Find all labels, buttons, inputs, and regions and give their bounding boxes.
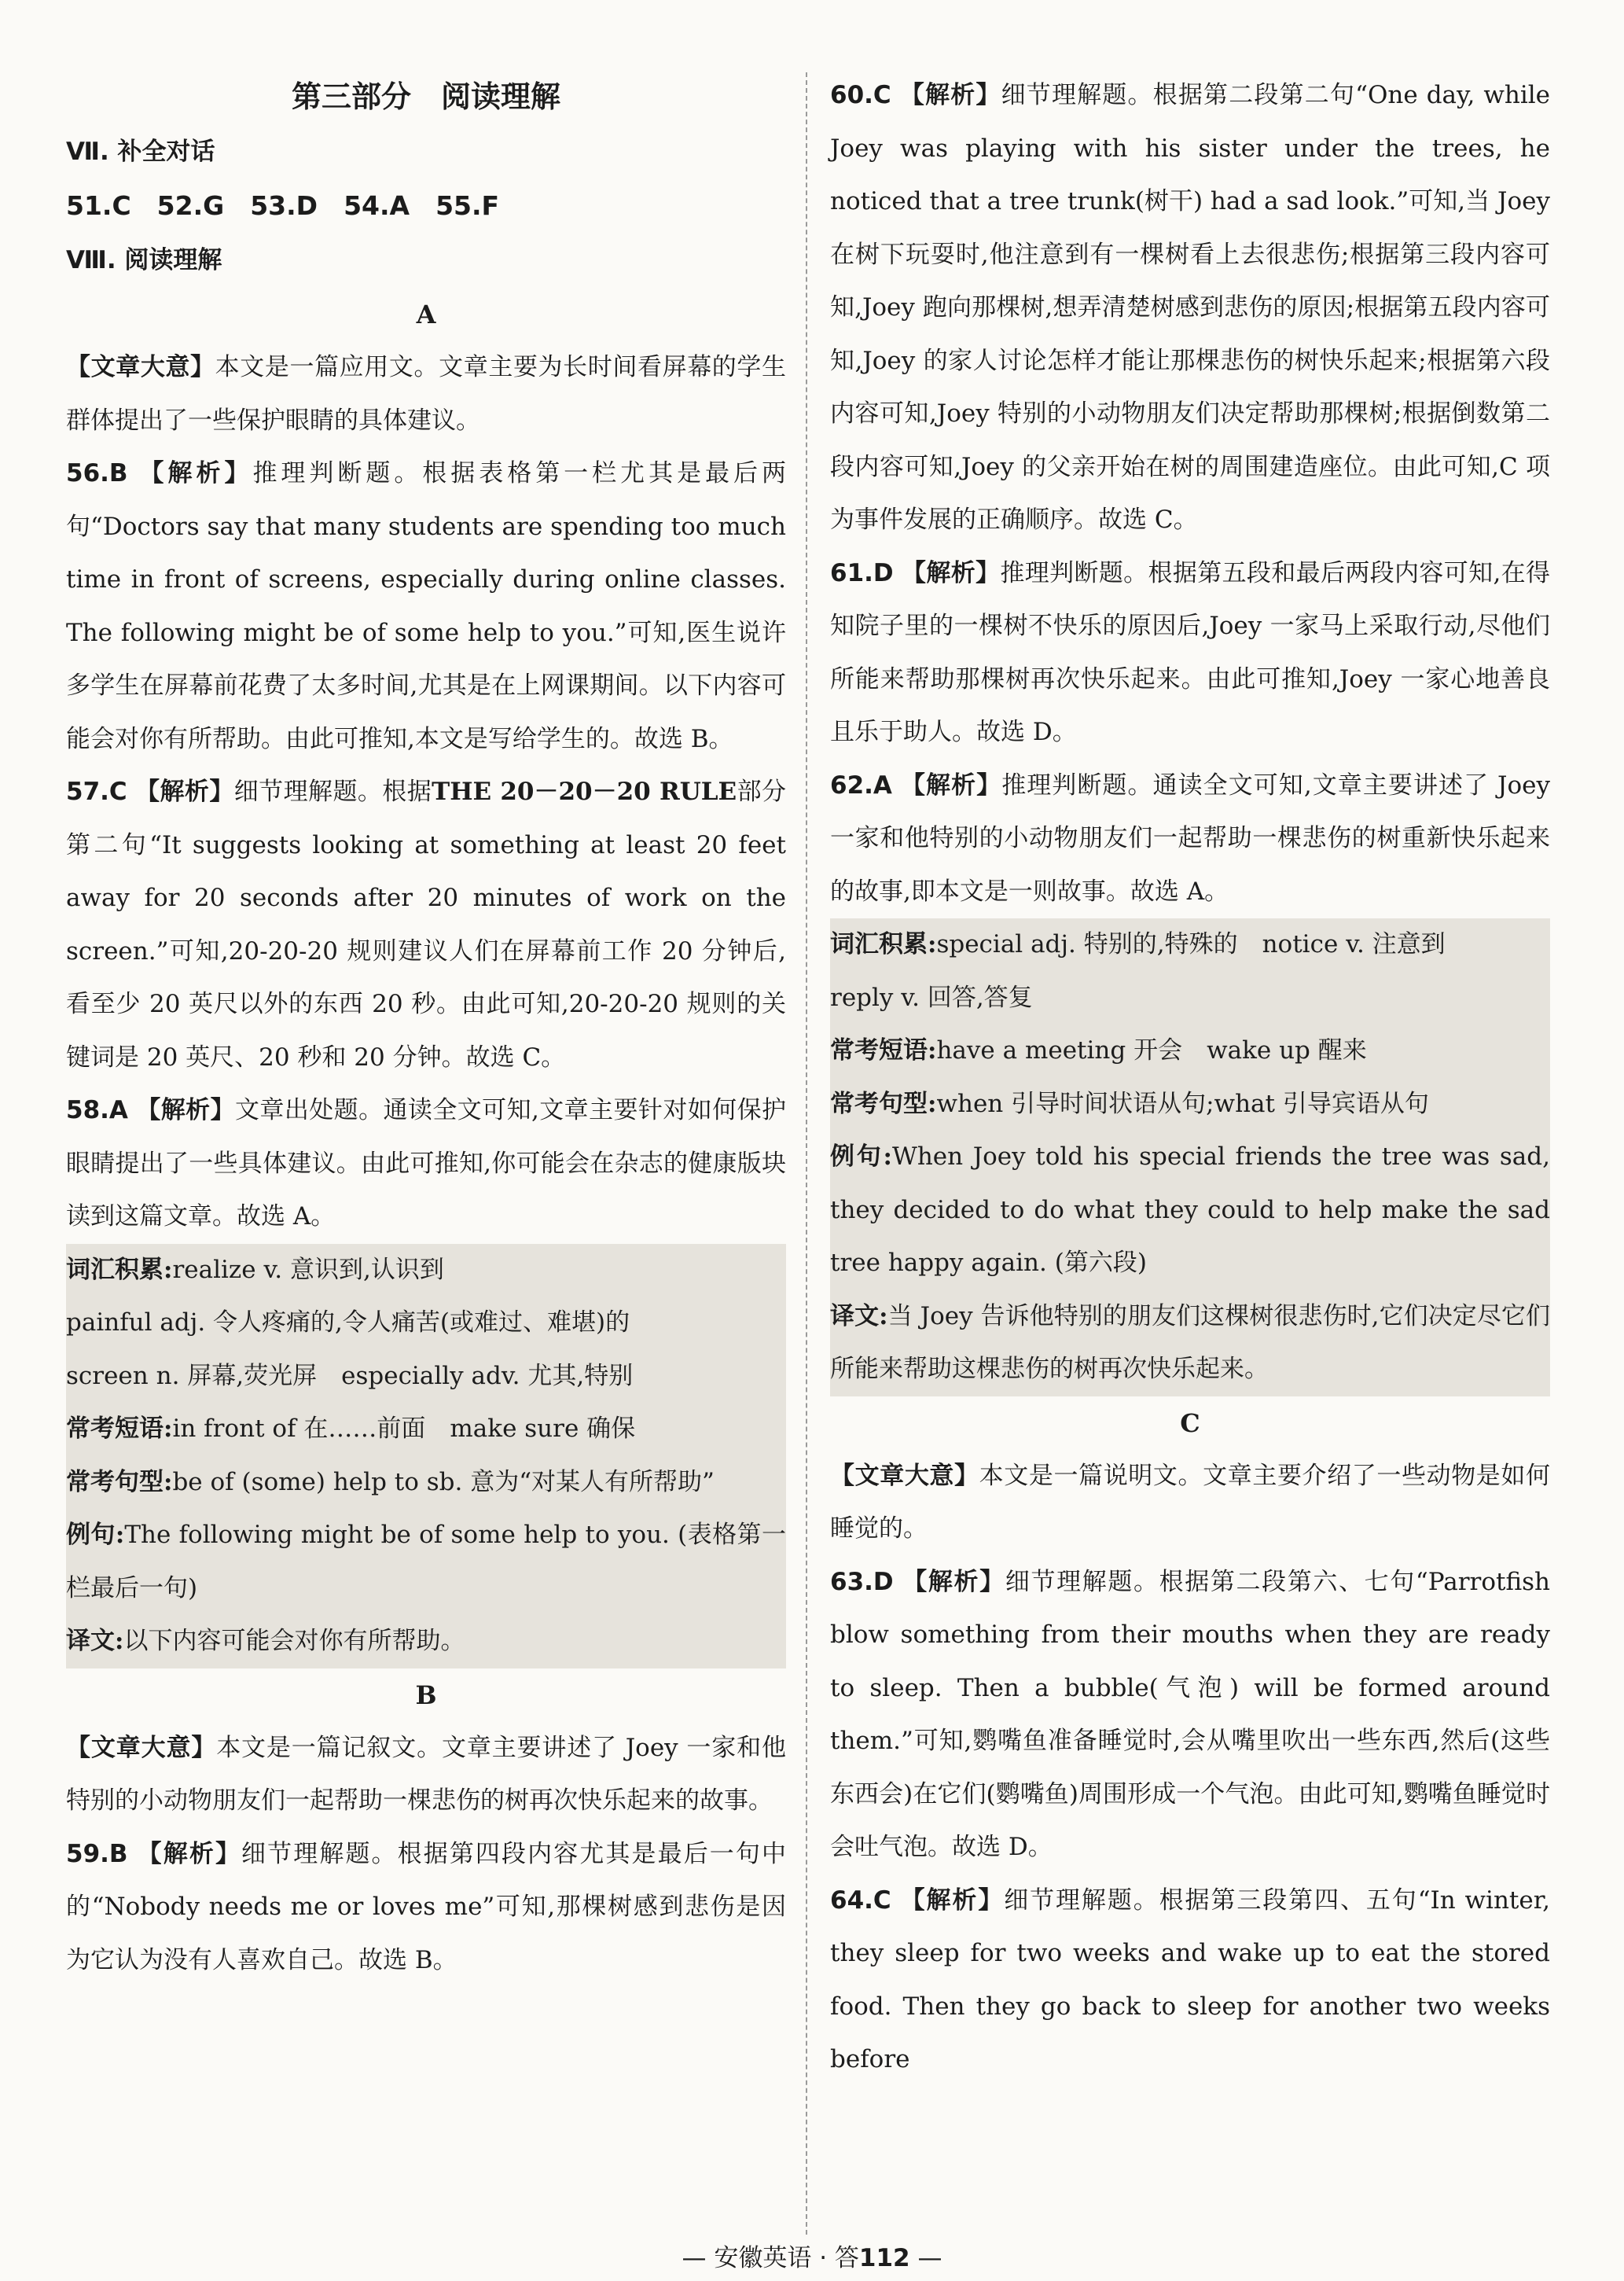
summary-tag: 【文章大意】 xyxy=(830,1461,979,1490)
phrase-line xyxy=(66,1403,786,1456)
summary-text: 本文是一篇应用文。文章主要为长时间看屏幕的学生群体提出了一些保护眼睛的具体建议。 xyxy=(66,353,787,435)
passage-b-heading: B xyxy=(415,1679,437,1710)
page-number: 112 xyxy=(858,2244,910,2272)
section-title-reading: Ⅷ. 阅读理解 xyxy=(66,246,222,274)
question-63 xyxy=(830,1556,1550,1874)
column-divider xyxy=(806,72,807,2235)
analysis-tag: 【解析】 xyxy=(135,1839,242,1868)
analysis-text: 文章出处题。通读全文可知,文章主要针对如何保护眼睛提出了一些具体建议。由此可推知,你可能会在杂志的健康版块读到这篇文章。故选 A。 xyxy=(66,1096,786,1231)
question-number: 58.A xyxy=(66,1096,128,1124)
passage-a-summary xyxy=(66,341,786,447)
translation-line xyxy=(66,1615,786,1668)
vocabulary-box-a xyxy=(66,1244,786,1668)
analysis-tag: 【解析】 xyxy=(899,771,1002,800)
question-number: 59.B xyxy=(66,1839,128,1868)
question-number: 64.C xyxy=(830,1886,891,1915)
analysis-text: 推理判断题。根据表格第一栏尤其是最后两句“Doctors say that many students are spending too much time in front of screens, especially during online classes. The following might be of some help to you.”可知,医生说许多学生在屏幕前花费了太多时间,尤其是在上网课期间。以下内容可能会对你有所帮助。由此可推知,本文是写给学生的。故选 B。 xyxy=(66,459,787,753)
analysis-text: 细节理解题。根据第二段第六、七句“Parrotfish blow something from their mouths when they are ready to sleep. Then a bubble(气泡) will be formed around them.”可知,鹦嘴鱼准备睡觉时,会从嘴里吹出一些东西,然后(这些东西会)在它们(鹦嘴鱼)周围形成一个气泡。由此可知,鹦嘴鱼睡觉时会吐气泡。故选 D。 xyxy=(830,1567,1550,1861)
translation-line xyxy=(830,1290,1550,1396)
left-column xyxy=(66,69,786,1987)
question-62 xyxy=(830,760,1550,919)
phrase-label: 常考短语: xyxy=(830,1036,937,1065)
question-59 xyxy=(66,1828,786,1988)
rule-name: THE 20－20－20 RULE xyxy=(432,778,737,806)
summary-text: 本文是一篇记叙文。文章主要讲述了 Joey 一家和他特别的小动物朋友们一起帮助一棵悲伤的树再次快乐起来的故事。 xyxy=(66,1733,786,1815)
translation-label: 译文: xyxy=(66,1627,124,1655)
translation-text: 以下内容可能会对你有所帮助。 xyxy=(123,1627,465,1655)
phrase-text: have a meeting 开会 wake up 醒来 xyxy=(936,1036,1367,1065)
analysis-tag: 【解析】 xyxy=(898,81,1001,109)
passage-c-heading: C xyxy=(1180,1407,1200,1438)
vocab-line-2: painful adj. 令人疼痛的,令人痛苦(或难过、难堪)的 xyxy=(66,1308,630,1337)
question-number: 61.D xyxy=(830,558,894,587)
vocab-label: 词汇积累: xyxy=(66,1255,173,1284)
translation-label: 译文: xyxy=(830,1301,888,1330)
vocab-text: realize v. 意识到,认识到 xyxy=(172,1255,444,1284)
passage-b-summary xyxy=(66,1722,786,1828)
example-line xyxy=(830,1131,1550,1290)
example-label: 例句: xyxy=(830,1142,892,1171)
analysis-text: 推理判断题。根据第五段和最后两段内容可知,在得知院子里的一棵树不快乐的原因后,Joey 一家马上采取行动,尽他们所能来帮助那棵树再次快乐起来。由此可推知,Joey 一家心地善良且乐于助人。故选 D。 xyxy=(830,558,1551,746)
section-title-dialogue: Ⅶ. 补全对话 xyxy=(66,138,215,166)
question-number: 57.C xyxy=(66,778,127,806)
footer-dash-right: — xyxy=(917,2244,942,2272)
question-56 xyxy=(66,447,786,766)
example-text: The following might be of some help to you. (表格第一栏最后一句) xyxy=(66,1521,786,1602)
page-footer xyxy=(0,2238,1624,2273)
analysis-tag: 【解析】 xyxy=(898,1886,1005,1915)
summary-text: 本文是一篇说明文。文章主要介绍了一些动物是如何睡觉的。 xyxy=(830,1461,1551,1543)
phrase-line xyxy=(830,1025,1550,1078)
pattern-label: 常考句型: xyxy=(66,1467,173,1496)
analysis-text: 细节理解题。根据第二段第二句“One day, while Joey was playing with his sister under the trees, he noticed that a tree trunk(树干) had a sad look.”可知,当 Joey 在树下玩耍时,他注意到有一棵树看上去很悲伤;根据第三段内容可知,Joey 跑向那棵树,想弄清楚树感到悲伤的原因;根据第五段内容可知,Joey 的家人讨论怎样才能让那棵悲伤的树快乐起来;根据第六段内容可知,Joey 特别的小动物朋友们决定帮助那棵树;根据倒数第二段内容可知,Joey 的父亲开始在树的周围建造座位。由此可知,C 项为事件发展的正确顺序。故选 C。 xyxy=(830,81,1551,534)
analysis-text: 推理判断题。通读全文可知,文章主要讲述了 Joey 一家和他特别的小动物朋友们一起帮助一棵悲伤的树重新快乐起来的故事,即本文是一则故事。故选 A。 xyxy=(830,771,1551,906)
analysis-text-lead: 细节理解题。根据 xyxy=(233,778,432,806)
vocab-label: 词汇积累: xyxy=(830,930,937,958)
right-column xyxy=(830,69,1550,2087)
vocabulary-box-b xyxy=(830,918,1550,1396)
summary-tag: 【文章大意】 xyxy=(66,1733,217,1762)
analysis-text: 细节理解题。根据第三段第四、五句“In winter, they sleep for two weeks and wake up to eat the stored food. Then they go back to sleep for another two weeks before xyxy=(830,1886,1550,2073)
answer-key-51-55: 51.C 52.G 53.D 54.A 55.F xyxy=(66,190,500,221)
passage-a-heading: A xyxy=(416,300,436,329)
example-label: 例句: xyxy=(66,1521,125,1549)
question-number: 62.A xyxy=(830,771,892,800)
question-58 xyxy=(66,1084,786,1244)
question-60 xyxy=(830,69,1550,547)
question-number: 60.C xyxy=(830,81,891,109)
question-61 xyxy=(830,547,1550,760)
pattern-text: be of (some) help to sb. 意为“对某人有所帮助” xyxy=(172,1467,715,1496)
vocab-text: special adj. 特别的,特殊的 notice v. 注意到 xyxy=(936,930,1446,958)
phrase-text: in front of 在……前面 make sure 确保 xyxy=(172,1415,636,1443)
question-number: 63.D xyxy=(830,1567,894,1596)
vocab-line-3: screen n. 屏幕,荧光屏 especially adv. 尤其,特别 xyxy=(66,1361,634,1390)
vocab-line-1 xyxy=(830,918,1550,972)
example-text: When Joey told his special friends the tree was sad, they decided to do what they could to help make the sad tree happy again. (第六段) xyxy=(830,1142,1550,1277)
translation-text: 当 Joey 告诉他特别的朋友们这棵树很悲伤时,它们决定尽它们所能来帮助这棵悲伤的树再次快乐起来。 xyxy=(830,1301,1550,1383)
phrase-label: 常考短语: xyxy=(66,1415,173,1443)
pattern-line xyxy=(66,1456,786,1510)
vocab-line-1 xyxy=(66,1244,786,1297)
pattern-text: when 引导时间状语从句;what 引导宾语从句 xyxy=(936,1089,1429,1118)
footer-subject: 安徽英语 · 答 xyxy=(714,2244,859,2272)
analysis-tag: 【解析】 xyxy=(901,558,1001,587)
part-title: 第三部分 阅读理解 xyxy=(291,79,560,114)
summary-tag: 【文章大意】 xyxy=(66,353,215,381)
analysis-tag: 【解析】 xyxy=(135,459,253,487)
question-number: 56.B xyxy=(66,459,128,487)
question-64 xyxy=(830,1874,1550,2087)
analysis-tag: 【解析】 xyxy=(135,1096,235,1124)
analysis-text: 细节理解题。根据第四段内容尤其是最后一句中的“Nobody needs me or loves me”可知,那棵树感到悲伤是因为它认为没有人喜欢自己。故选 B。 xyxy=(66,1839,787,1974)
passage-c-summary xyxy=(830,1450,1550,1556)
vocab-line-2: reply v. 回答,答复 xyxy=(830,983,1033,1012)
pattern-label: 常考句型: xyxy=(830,1089,937,1118)
analysis-tag: 【解析】 xyxy=(134,778,234,806)
analysis-text: 部分第二句“It suggests looking at something at least 20 feet away for 20 seconds after 20 minutes of work on the screen.”可知,20-20-20 规则建议人们在屏幕前工作 20 分钟后,看至少 20 英尺以外的东西 20 秒。由此可知,20-20-20 规则的关键词是 20 英尺、20 秒和 20 分钟。故选 C。 xyxy=(66,778,787,1072)
footer-dash-left: — xyxy=(682,2244,707,2272)
pattern-line xyxy=(830,1078,1550,1131)
analysis-tag: 【解析】 xyxy=(901,1567,1005,1596)
question-57 xyxy=(66,766,786,1084)
example-line xyxy=(66,1509,786,1615)
